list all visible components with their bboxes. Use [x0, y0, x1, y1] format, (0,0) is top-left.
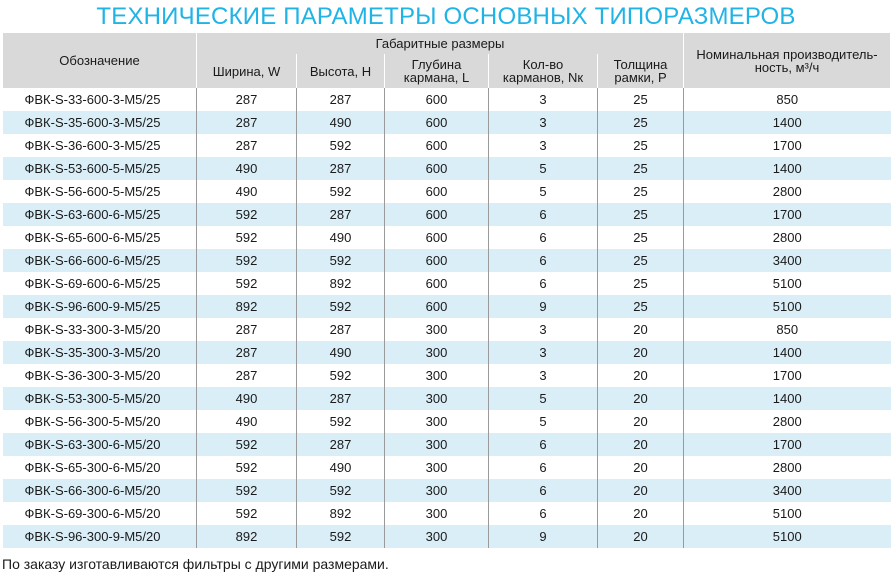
cell-designation: ФВК-S-66-300-6-M5/20 [3, 479, 197, 502]
cell-frame-thickness: 25 [598, 180, 684, 203]
cell-width: 287 [197, 134, 297, 157]
spec-table [2, 33, 891, 548]
cell-width: 592 [197, 433, 297, 456]
cell-frame-thickness: 25 [598, 249, 684, 272]
cell-designation: ФВК-S-53-300-5-M5/20 [3, 387, 197, 410]
cell-height: 592 [297, 364, 385, 387]
cell-pockets-count: 6 [489, 433, 598, 456]
cell-frame-thickness: 20 [598, 341, 684, 364]
table-row [3, 433, 891, 456]
table-row [3, 88, 891, 111]
table-row [3, 134, 891, 157]
cell-designation: ФВК-S-35-300-3-M5/20 [3, 341, 197, 364]
cell-frame-thickness: 20 [598, 502, 684, 525]
cell-frame-thickness: 20 [598, 456, 684, 479]
cell-pocket-depth: 600 [385, 134, 489, 157]
cell-designation: ФВК-S-36-300-3-M5/20 [3, 364, 197, 387]
cell-capacity: 2800 [684, 456, 891, 479]
table-row [3, 111, 891, 134]
cell-height: 490 [297, 341, 385, 364]
cell-frame-thickness: 25 [598, 134, 684, 157]
cell-pockets-count: 5 [489, 410, 598, 433]
cell-designation: ФВК-S-69-300-6-M5/20 [3, 502, 197, 525]
cell-width: 592 [197, 502, 297, 525]
cell-height: 490 [297, 226, 385, 249]
cell-height: 592 [297, 180, 385, 203]
cell-height: 592 [297, 410, 385, 433]
cell-pockets-count: 6 [489, 456, 598, 479]
cell-frame-thickness: 25 [598, 157, 684, 180]
cell-designation: ФВК-S-66-600-6-M5/25 [3, 249, 197, 272]
cell-pocket-depth: 600 [385, 249, 489, 272]
cell-frame-thickness: 25 [598, 295, 684, 318]
header-width: Ширина, W [197, 54, 297, 88]
cell-pocket-depth: 600 [385, 203, 489, 226]
cell-pockets-count: 6 [489, 226, 598, 249]
table-body [3, 88, 891, 548]
cell-capacity: 5100 [684, 272, 891, 295]
cell-pocket-depth: 300 [385, 364, 489, 387]
cell-pockets-count: 3 [489, 134, 598, 157]
cell-width: 287 [197, 364, 297, 387]
cell-height: 592 [297, 249, 385, 272]
cell-pockets-count: 5 [489, 180, 598, 203]
cell-pockets-count: 3 [489, 88, 598, 111]
cell-designation: ФВК-S-33-300-3-M5/20 [3, 318, 197, 341]
cell-frame-thickness: 20 [598, 387, 684, 410]
header-pocket-depth: Глубина кармана, L [385, 54, 489, 88]
cell-capacity: 1700 [684, 134, 891, 157]
cell-height: 287 [297, 157, 385, 180]
cell-pockets-count: 6 [489, 479, 598, 502]
header-capacity: Номинальная производитель-ность, м³/ч [684, 33, 891, 88]
cell-pockets-count: 9 [489, 525, 598, 548]
cell-height: 490 [297, 456, 385, 479]
cell-designation: ФВК-S-65-300-6-M5/20 [3, 456, 197, 479]
cell-height: 287 [297, 318, 385, 341]
table-row [3, 295, 891, 318]
footnote: По заказу изготавливаются фильтры с другими размерами. [2, 556, 389, 572]
table-header [3, 33, 891, 88]
cell-pocket-depth: 300 [385, 479, 489, 502]
cell-frame-thickness: 20 [598, 433, 684, 456]
cell-pockets-count: 3 [489, 318, 598, 341]
table-row [3, 525, 891, 548]
page-title: ТЕХНИЧЕСКИЕ ПАРАМЕТРЫ ОСНОВНЫХ ТИПОРАЗМЕРОВ [96, 3, 796, 30]
cell-pocket-depth: 300 [385, 502, 489, 525]
cell-frame-thickness: 20 [598, 364, 684, 387]
cell-width: 490 [197, 387, 297, 410]
cell-designation: ФВК-S-96-300-9-M5/20 [3, 525, 197, 548]
header-frame-thickness: Толщина рамки, P [598, 54, 684, 88]
cell-pockets-count: 6 [489, 249, 598, 272]
cell-width: 490 [197, 410, 297, 433]
table-row [3, 479, 891, 502]
cell-pockets-count: 5 [489, 387, 598, 410]
cell-capacity: 1700 [684, 433, 891, 456]
table-row [3, 272, 891, 295]
cell-designation: ФВК-S-36-600-3-M5/25 [3, 134, 197, 157]
cell-designation: ФВК-S-35-600-3-M5/25 [3, 111, 197, 134]
cell-width: 592 [197, 249, 297, 272]
cell-pockets-count: 3 [489, 341, 598, 364]
cell-width: 287 [197, 88, 297, 111]
cell-designation: ФВК-S-63-300-6-M5/20 [3, 433, 197, 456]
cell-pocket-depth: 300 [385, 456, 489, 479]
table-row [3, 180, 891, 203]
cell-capacity: 2800 [684, 410, 891, 433]
cell-capacity: 850 [684, 318, 891, 341]
cell-designation: ФВК-S-63-600-6-M5/25 [3, 203, 197, 226]
header-dimensions-group: Габаритные размеры [197, 33, 684, 54]
cell-capacity: 1400 [684, 387, 891, 410]
cell-width: 287 [197, 341, 297, 364]
cell-pocket-depth: 600 [385, 272, 489, 295]
table-row [3, 502, 891, 525]
cell-width: 287 [197, 318, 297, 341]
cell-designation: ФВК-S-56-300-5-M5/20 [3, 410, 197, 433]
cell-capacity: 1400 [684, 111, 891, 134]
table-row [3, 410, 891, 433]
cell-capacity: 1700 [684, 203, 891, 226]
cell-pocket-depth: 600 [385, 226, 489, 249]
cell-pocket-depth: 300 [385, 433, 489, 456]
cell-height: 287 [297, 433, 385, 456]
cell-pocket-depth: 600 [385, 295, 489, 318]
cell-width: 892 [197, 525, 297, 548]
cell-frame-thickness: 20 [598, 525, 684, 548]
cell-width: 490 [197, 157, 297, 180]
cell-width: 592 [197, 203, 297, 226]
cell-designation: ФВК-S-33-600-3-M5/25 [3, 88, 197, 111]
header-designation: Обозначение [3, 33, 197, 88]
cell-width: 592 [197, 456, 297, 479]
cell-width: 592 [197, 272, 297, 295]
cell-pocket-depth: 300 [385, 341, 489, 364]
cell-designation: ФВК-S-69-600-6-M5/25 [3, 272, 197, 295]
cell-pockets-count: 3 [489, 111, 598, 134]
cell-frame-thickness: 25 [598, 226, 684, 249]
cell-pocket-depth: 600 [385, 157, 489, 180]
cell-width: 592 [197, 479, 297, 502]
cell-pocket-depth: 600 [385, 111, 489, 134]
cell-height: 892 [297, 272, 385, 295]
cell-pockets-count: 9 [489, 295, 598, 318]
cell-frame-thickness: 20 [598, 479, 684, 502]
table-row [3, 157, 891, 180]
cell-height: 592 [297, 295, 385, 318]
table-row [3, 203, 891, 226]
cell-frame-thickness: 25 [598, 203, 684, 226]
cell-pockets-count: 5 [489, 157, 598, 180]
cell-height: 892 [297, 502, 385, 525]
cell-capacity: 3400 [684, 249, 891, 272]
cell-designation: ФВК-S-56-600-5-M5/25 [3, 180, 197, 203]
cell-width: 490 [197, 180, 297, 203]
cell-height: 287 [297, 88, 385, 111]
cell-pockets-count: 6 [489, 272, 598, 295]
header-height: Высота, H [297, 54, 385, 88]
cell-height: 592 [297, 479, 385, 502]
cell-pocket-depth: 600 [385, 88, 489, 111]
cell-pockets-count: 6 [489, 502, 598, 525]
cell-frame-thickness: 25 [598, 111, 684, 134]
table-row [3, 249, 891, 272]
cell-width: 287 [197, 111, 297, 134]
cell-capacity: 850 [684, 88, 891, 111]
cell-height: 490 [297, 111, 385, 134]
cell-capacity: 5100 [684, 525, 891, 548]
cell-frame-thickness: 20 [598, 318, 684, 341]
table-row [3, 318, 891, 341]
cell-width: 592 [197, 226, 297, 249]
cell-height: 592 [297, 134, 385, 157]
cell-height: 287 [297, 387, 385, 410]
cell-frame-thickness: 25 [598, 88, 684, 111]
table-row [3, 226, 891, 249]
table-row [3, 364, 891, 387]
cell-frame-thickness: 25 [598, 272, 684, 295]
cell-designation: ФВК-S-96-600-9-M5/25 [3, 295, 197, 318]
cell-capacity: 1700 [684, 364, 891, 387]
cell-capacity: 5100 [684, 502, 891, 525]
table-row [3, 387, 891, 410]
cell-frame-thickness: 20 [598, 410, 684, 433]
cell-width: 892 [197, 295, 297, 318]
cell-capacity: 5100 [684, 295, 891, 318]
cell-height: 287 [297, 203, 385, 226]
header-pockets-count: Кол-во карманов, Nк [489, 54, 598, 88]
table-row [3, 456, 891, 479]
cell-pocket-depth: 300 [385, 318, 489, 341]
cell-pocket-depth: 300 [385, 525, 489, 548]
cell-pocket-depth: 600 [385, 180, 489, 203]
cell-designation: ФВК-S-53-600-5-M5/25 [3, 157, 197, 180]
cell-pocket-depth: 300 [385, 387, 489, 410]
table-row [3, 341, 891, 364]
cell-capacity: 3400 [684, 479, 891, 502]
cell-pocket-depth: 300 [385, 410, 489, 433]
cell-pockets-count: 3 [489, 364, 598, 387]
cell-pockets-count: 6 [489, 203, 598, 226]
cell-capacity: 1400 [684, 341, 891, 364]
cell-capacity: 1400 [684, 157, 891, 180]
cell-designation: ФВК-S-65-600-6-M5/25 [3, 226, 197, 249]
cell-capacity: 2800 [684, 226, 891, 249]
cell-height: 592 [297, 525, 385, 548]
cell-capacity: 2800 [684, 180, 891, 203]
